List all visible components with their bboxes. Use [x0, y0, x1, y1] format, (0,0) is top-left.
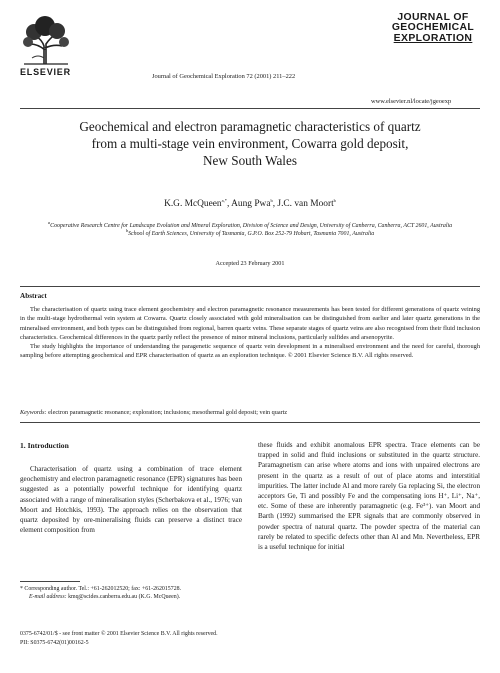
introduction-heading: 1. Introduction [20, 441, 69, 450]
email-address[interactable]: kmq@scides.canberra.edu.au (K.G. McQueen). [68, 594, 181, 601]
author-name: J.C. van Moort [277, 199, 334, 209]
affiliations [24, 222, 476, 239]
title-line: Geochemical and electron paramagnetic characteristics of quartz [79, 119, 421, 134]
pii-line: PII: S0375-6742(01)00162-5 [20, 640, 89, 647]
intro-paragraph: Characterisation of quartz using a combination of trace element geochemistry and electron paramagnetic resonance (EPR) signatures has been suggested as a potentially powerful technique for identifying quartz associated with a range of mineralisation styles (Scherbakova et al., 1976; van Moort and Hotchkis, 1993). The approach relies on the observation that quartz deposited by ore-mineralising fluids can preserve a distinct trace element composition from [20, 465, 243, 535]
right-column [258, 440, 480, 552]
author-affil-sup: b [333, 197, 336, 203]
affiliation-sup: b [125, 228, 129, 234]
corresponding-author-note: * Corresponding author. Tel.: +61-262012520; fax: +61-262015728. [20, 586, 182, 592]
abstract-paragraph: The study highlights the importance of understanding the paragenetic sequence of quartz vein development in a mineralised environment and the need for careful, thorough sampling before attempting geochemical and EPR characterisation of quartz as an exploration technique. © 2001 Elsevier Science B.V. All rights reserved. [20, 343, 480, 360]
keywords-label: Keywords: [20, 409, 47, 416]
author-name: Aung Pwa [231, 199, 271, 209]
issn-line: 0375-6742/01/$ - see front matter © 2001 Elsevier Science B.V. All rights reserved. [20, 631, 218, 637]
affiliation [24, 230, 476, 238]
author-name: K.G. McQueen [164, 199, 222, 209]
email-note [20, 593, 242, 601]
keywords-rule [20, 422, 480, 423]
affiliation-text: Cooperative Research Centre for Landscape Evolution and Mineral Exploration, Division of Science and Design, University of Canberra, Canberra, ACT 2601, Australia [50, 223, 453, 229]
footnote-rule [20, 581, 80, 582]
author-separator: , [272, 199, 278, 209]
journal-logo-line: JOURNAL OF [397, 12, 469, 23]
abstract-heading: Abstract [20, 292, 47, 300]
email-label: E-mail address: [29, 594, 67, 601]
title-line: New South Wales [203, 153, 297, 168]
abstract-body [20, 305, 480, 361]
bottom-block [20, 630, 480, 649]
journal-logo-line: EXPLORATION [393, 32, 473, 44]
affiliation-text: School of Earth Sciences, University of Tasmania, G.P.O. Box 252-79 Hobart, Tasmania 7001, Australia [128, 231, 375, 238]
elsevier-tree-logo [20, 14, 72, 66]
intro-paragraph-continued: these fluids and exhibit anomalous EPR spectra. Trace elements can be trapped in solid and fluid inclusions or substituted in the quartz structure. Paramagnetism can arise where atoms and ions with unpaired electrons are present in the quartz as a result of out of place atoms and interstitial impurities. The latter include Al and more rarely Ga replacing Si, the electron acceptors Ge, Ti and possibly Fe and the compensating ions H⁺, Li⁺, Na⁺, etc. Some of these are inherently paramagnetic (e.g. Fe³⁺). van Moort and Barth (1992) summarised the EPR signals that are commonly observed in powder spectra of natural quartz. The powder spectra of the material can rarely be related to specific defects other than Al and Mn. Nevertheless, EPR is a useful technique for initial [258, 441, 480, 552]
tree-emblem-icon [20, 14, 72, 66]
article-title [20, 118, 480, 169]
left-column [20, 464, 242, 535]
journal-url[interactable]: www.elsevier.nl/locate/jgeoexp [371, 98, 452, 105]
header-rule [20, 108, 480, 109]
abstract-paragraph: The characterisation of quartz using trace element geochemistry and electron paramagnetic resonance measurements has been tested for different generations of quartz veining in the multi-stage hydrothermal vein system at Cowarra. Quartz closely associated with gold mineralisation can be distinguished from earlier and later quartz generations in the mineralised environment, and both types can be distinguished from regional, barren quartz veins. These separate stages of quartz veins are also recognised from their fluid inclusion characteristics. Geochemical differences in the quartz partly reflect the presence of minor mineral inclusions, particularly sulfides and arsenopyrite. [20, 306, 480, 341]
journal-citation: Journal of Geochemical Exploration 72 (2001) 211–222 [152, 73, 296, 80]
author-affil-sup: b [270, 197, 273, 203]
affiliation [24, 222, 476, 230]
abstract-rule [20, 286, 480, 287]
author-list [20, 199, 480, 209]
affiliation-sup: a [47, 220, 51, 226]
keywords-text: electron paramagnetic resonance; exploration; inclusions; mesothermal gold deposit; vein quartz [48, 409, 288, 416]
accepted-date: Accepted 23 February 2001 [215, 260, 285, 267]
publisher-name: ELSEVIER [20, 67, 71, 77]
journal-logo [386, 13, 480, 44]
author-affil-sup: a,* [221, 197, 227, 203]
footnote [20, 585, 242, 601]
author-separator: , [226, 199, 232, 209]
keywords [20, 409, 480, 418]
title-line: from a multi-stage vein environment, Cowarra gold deposit, [91, 136, 409, 151]
journal-logo-line: GEOCHEMICAL [391, 22, 475, 34]
